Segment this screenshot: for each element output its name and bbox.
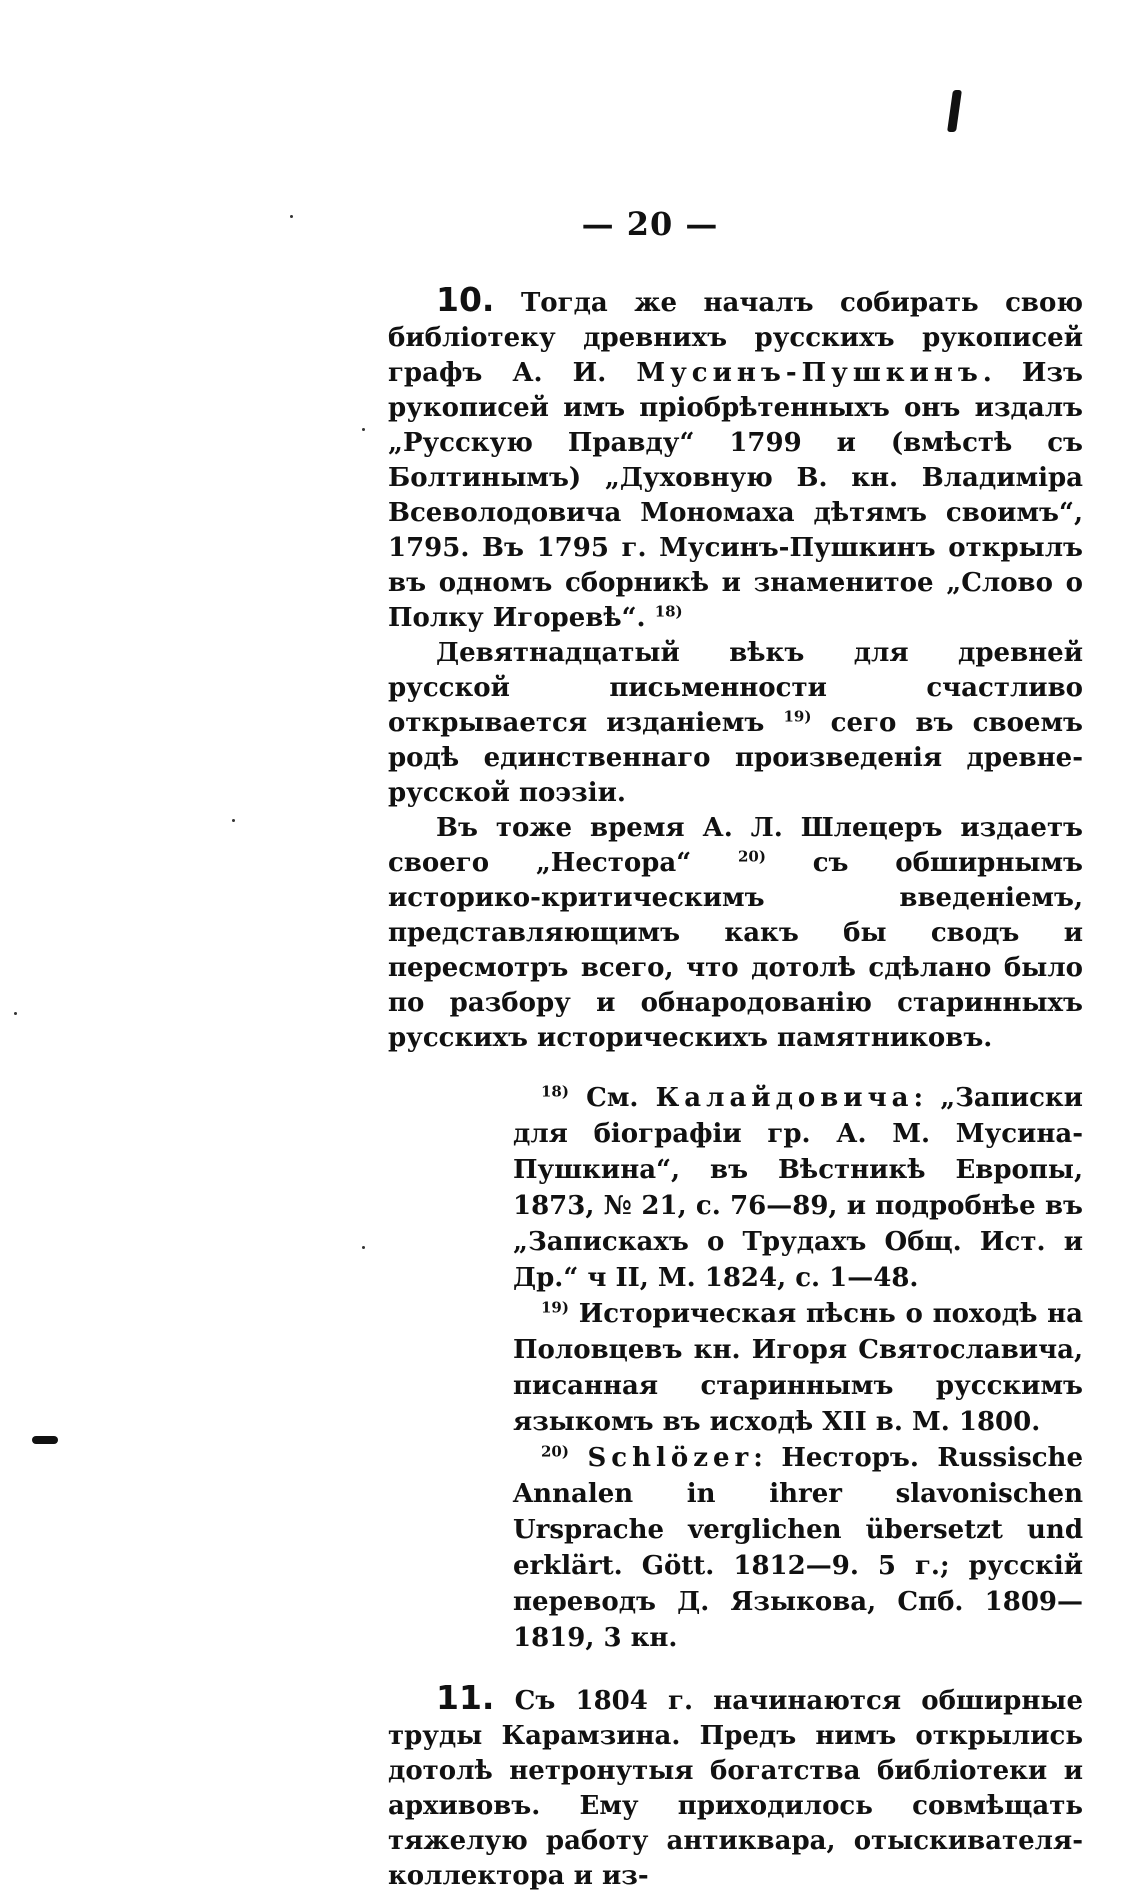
section-number: 10.	[436, 280, 495, 319]
speck	[232, 819, 235, 822]
text-column	[388, 282, 1083, 1894]
section-10-paragraph	[388, 282, 1083, 636]
paragraph-text: Въ тоже время А. Л. Шлецеръ издаетъ своего „Нестора“	[388, 813, 1083, 878]
footnote-ref: 20)	[737, 847, 766, 866]
footnote-mark: 19)	[541, 1298, 569, 1317]
footnote-text: См.	[586, 1083, 639, 1113]
paragraph-text: сего въ своемъ родѣ единственнаго произведенія древне-русской поэзіи.	[388, 708, 1083, 808]
speck	[362, 428, 365, 431]
footnote-ref: 19)	[783, 707, 812, 726]
footnote-mark: 18)	[541, 1082, 569, 1101]
footnote-text: : Несторъ. Russische Annalen in ihrer slavonischen Ursprache verglichen übersetzt und erklärt. Gött. 1812—9. 5 г.; русскій переводъ Д. Языкова, Спб. 1809—1819, 3 кн.	[513, 1443, 1083, 1653]
footnote-mark: 20)	[541, 1442, 569, 1461]
section-11-paragraph	[388, 1680, 1083, 1894]
spaced-name: Мусинъ-Пушкинъ	[636, 358, 983, 388]
paragraph-text: . Изъ рукописей имъ пріобрѣтенныхъ онъ издалъ „Русскую Правду“ 1799 и (вмѣстѣ съ Болтинымъ) „Духовную В. кн. Владиміра Всеволодовича Мономаха дѣтямъ своимъ“, 1795. Въ 1795 г. Мусинъ-Пушкинъ открылъ въ одномъ сборникѣ и знаменитое „Слово о Полку Игоревѣ“.	[388, 358, 1083, 633]
footnotes	[513, 1080, 1083, 1656]
paragraph-text: Девятнадцатый вѣкъ для древней русской письменности счастливо открывается изданіемъ	[388, 638, 1083, 738]
footnote-text: Историческая пѣснь о походѣ на Половцевъ кн. Игоря Святославича, писанная стариннымъ русскимъ языкомъ въ исходѣ XII в. М. 1800.	[513, 1299, 1083, 1437]
footnote-18	[513, 1080, 1083, 1296]
speck	[14, 1012, 17, 1015]
footnote-19	[513, 1296, 1083, 1440]
spaced-name: Schlözer	[587, 1443, 754, 1473]
paragraph-text: Тогда же началъ собирать свою библіотеку древнихъ русскихъ рукописей графъ А. И.	[388, 288, 1083, 388]
section-number: 11.	[436, 1678, 495, 1717]
paragraph-text: съ обширнымъ историко-критическимъ введеніемъ, представляющимъ какъ бы сводъ и пересмотръ всего, что дотолѣ сдѣлано было по разбору и обнародованію старинныхъ русскихъ историческихъ памятниковъ.	[388, 848, 1083, 1053]
paragraph-text: Съ 1804 г. начинаются обширные труды Карамзина. Предъ нимъ открылись дотолѣ нетронутыя богатства библіотеки и архивовъ. Ему приходилось совмѣщать тяжелую работу антиквара, отыскивателя-коллектора и из-	[388, 1686, 1083, 1891]
footnote-20	[513, 1440, 1083, 1656]
footnote-text: : „Записки для біографіи гр. А. М. Мусина-Пушкина“, въ Вѣстникѣ Европы, 1873, № 21, с. 76—89, и подробнѣе въ „Запискахъ о Трудахъ Общ. Ист. и Др.“ ч II, М. 1824, с. 1—48.	[513, 1083, 1083, 1293]
paragraph	[388, 636, 1083, 811]
speck	[362, 1246, 365, 1249]
footnote-ref: 18)	[654, 602, 683, 621]
ink-dash-mark	[32, 1436, 58, 1444]
paragraph	[388, 811, 1083, 1056]
ink-blot-mark	[947, 90, 962, 132]
page-number: — 20 —	[581, 205, 719, 243]
spaced-name: Калайдовича	[655, 1083, 914, 1113]
